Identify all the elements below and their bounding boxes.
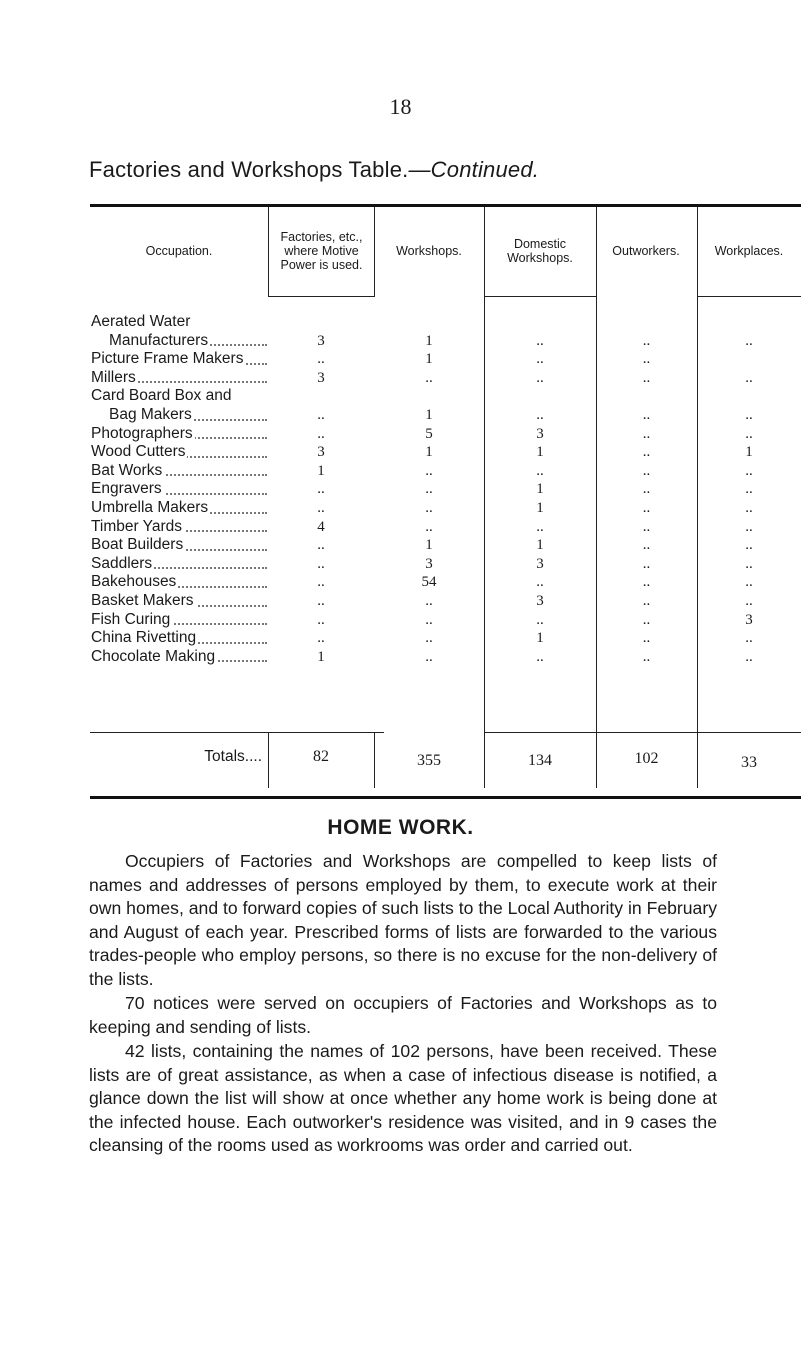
table-cell: .. bbox=[642, 630, 651, 647]
occupation-label: Basket Makers bbox=[91, 592, 194, 609]
table-cell: 3 bbox=[536, 425, 544, 442]
table-cell: 1 bbox=[425, 444, 433, 461]
occupation-label: Bat Works bbox=[91, 461, 163, 479]
table-cell: .. bbox=[317, 555, 325, 572]
table-cell: 1 bbox=[425, 351, 433, 368]
paragraph-lists-requirement: Occupiers of Factories and Workshops are compelled to keep lists of names and addresses of persons employed by them, to execute work at their own homes, and to forward copies of such lists to the Local Authority in February and August of each year. Prescribed forms of lists are forwarded to the various trades-people who employ persons, so there is no excuse for the non-delivery of the lists. bbox=[89, 851, 717, 989]
occupation-label: Umbrella Makers bbox=[91, 499, 209, 516]
table-cell: .. bbox=[317, 351, 325, 368]
occupation-label: Bag Makers bbox=[91, 406, 194, 423]
table-cell: .. bbox=[536, 462, 544, 479]
table-cell: .. bbox=[642, 444, 651, 461]
col-header-factories: Factories, etc., where Motive Power is used. bbox=[280, 230, 363, 272]
table-cell: .. bbox=[536, 648, 544, 665]
table-cell: .. bbox=[745, 500, 753, 516]
table-cell: .. bbox=[642, 611, 651, 628]
occupation-name bbox=[91, 611, 267, 630]
table-cell: .. bbox=[745, 425, 753, 442]
table-cell: .. bbox=[642, 555, 651, 572]
header-underline bbox=[268, 296, 374, 297]
table-cell: .. bbox=[745, 369, 753, 386]
occupation-label: Photographers bbox=[91, 424, 193, 442]
occupation-label: Saddlers bbox=[91, 554, 153, 572]
table-cell: .. bbox=[425, 500, 433, 516]
table-cell: .. bbox=[425, 630, 433, 647]
table-cell: .. bbox=[425, 648, 433, 665]
column-divider bbox=[268, 207, 269, 297]
occupation-name bbox=[91, 425, 267, 444]
table-cell: 3 bbox=[317, 369, 325, 386]
occupation-label: Fish Curing bbox=[91, 610, 171, 628]
occupation-name bbox=[91, 313, 267, 332]
totals-rule bbox=[484, 732, 801, 733]
totals-factories: 82 bbox=[313, 748, 329, 765]
occupation-label: Engravers bbox=[91, 480, 162, 498]
occupation-name bbox=[91, 629, 267, 648]
table-cell: .. bbox=[536, 332, 544, 349]
table-cell: .. bbox=[317, 425, 325, 442]
table-cell: .. bbox=[536, 351, 544, 368]
table-cell: .. bbox=[536, 518, 544, 535]
table-cell: .. bbox=[536, 407, 544, 423]
table-cell: .. bbox=[642, 500, 651, 516]
occupation-name bbox=[91, 648, 267, 667]
totals-rule bbox=[90, 732, 384, 733]
col-header-occupation: Occupation. bbox=[145, 244, 213, 258]
occupation-label: Card Board Box and bbox=[91, 387, 232, 405]
table-cell: .. bbox=[642, 425, 651, 442]
table-cell: .. bbox=[745, 555, 753, 572]
table-cell: 3 bbox=[425, 555, 433, 572]
table-cell: .. bbox=[425, 481, 433, 498]
table-cell: .. bbox=[317, 630, 325, 647]
table-cell: 54 bbox=[421, 574, 437, 591]
table-top-rule bbox=[90, 204, 801, 207]
table-cell: .. bbox=[317, 611, 325, 628]
occupation-label: Chocolate Making bbox=[91, 647, 216, 665]
occupation-label: Manufacturers bbox=[91, 332, 210, 349]
occupation-name bbox=[91, 518, 267, 537]
table-cell: .. bbox=[745, 462, 753, 479]
table-cell: 1 bbox=[536, 500, 544, 516]
table-cell: .. bbox=[745, 648, 753, 665]
header-underline bbox=[697, 296, 801, 297]
table-cell: .. bbox=[425, 593, 433, 609]
table-cell: .. bbox=[642, 537, 651, 554]
table-cell: .. bbox=[642, 481, 651, 498]
table-cell: .. bbox=[317, 407, 325, 423]
totals-workshops: 355 bbox=[417, 752, 441, 769]
table-title-suffix: —Continued. bbox=[408, 157, 540, 182]
occupation-label: Timber Yards bbox=[91, 517, 183, 535]
occupation-name bbox=[91, 480, 267, 499]
table-cell: .. bbox=[642, 518, 651, 535]
table-cell: 1 bbox=[745, 444, 753, 461]
table-cell: .. bbox=[425, 369, 433, 386]
body-text bbox=[89, 1040, 717, 1158]
table-cell: 1 bbox=[536, 444, 544, 461]
col-header-workplaces: Workplaces. bbox=[714, 244, 784, 258]
table-cell: .. bbox=[317, 593, 325, 609]
table-cell: .. bbox=[745, 332, 753, 349]
table-cell: 3 bbox=[536, 593, 544, 609]
table-cell: .. bbox=[642, 593, 651, 609]
table-cell: 3 bbox=[317, 332, 325, 349]
table-cell: 1 bbox=[536, 481, 544, 498]
table-cell: .. bbox=[745, 574, 753, 591]
table-title bbox=[89, 157, 539, 183]
table-cell: .. bbox=[425, 462, 433, 479]
table-cell: 1 bbox=[317, 648, 325, 665]
table-cell: .. bbox=[642, 648, 651, 665]
table-cell: .. bbox=[745, 593, 753, 609]
occupation-label: Boat Builders bbox=[91, 536, 184, 554]
table-cell: .. bbox=[317, 574, 325, 591]
table-cell: 1 bbox=[425, 537, 433, 554]
table-cell: 1 bbox=[425, 407, 433, 423]
occupation-name bbox=[91, 462, 267, 481]
occupation-name bbox=[91, 555, 267, 574]
occupation-label: Millers bbox=[91, 368, 136, 386]
table-cell: 3 bbox=[317, 444, 325, 461]
occupation-label: Aerated Water bbox=[91, 313, 191, 330]
occupation-label: Wood Cutters bbox=[91, 443, 186, 461]
table-cell: 3 bbox=[745, 611, 753, 628]
table-cell: .. bbox=[642, 407, 651, 423]
table-cell: .. bbox=[317, 500, 325, 516]
occupation-label: Bakehouses bbox=[91, 573, 177, 591]
table-cell: .. bbox=[642, 462, 651, 479]
header-underline bbox=[484, 296, 596, 297]
occupation-name bbox=[91, 573, 267, 592]
table-cell: .. bbox=[745, 518, 753, 535]
table-cell: .. bbox=[642, 332, 651, 349]
paragraph-notices: 70 notices were served on occupiers of Factories and Workshops as to keeping and sending of lists. bbox=[89, 993, 717, 1037]
table-cell: 3 bbox=[536, 555, 544, 572]
table-cell: .. bbox=[745, 630, 753, 647]
table-cell: .. bbox=[642, 369, 651, 386]
col-header-workshops: Workshops. bbox=[396, 244, 462, 258]
table-cell: 1 bbox=[536, 537, 544, 554]
table-cell: .. bbox=[745, 481, 753, 498]
table-cell: .. bbox=[317, 481, 325, 498]
occupation-name bbox=[91, 499, 267, 518]
table-cell: .. bbox=[317, 537, 325, 554]
table-title-text: Factories and Workshops Table. bbox=[89, 157, 409, 182]
totals-outworkers: 102 bbox=[634, 750, 659, 767]
page-number: 18 bbox=[389, 94, 412, 119]
occupation-name bbox=[91, 536, 267, 555]
table-cell: 4 bbox=[317, 518, 325, 535]
occupation-name bbox=[91, 387, 267, 406]
occupation-name bbox=[91, 369, 267, 388]
table-cell: .. bbox=[536, 574, 544, 591]
table-bottom-rule bbox=[90, 796, 801, 799]
table-cell: 1 bbox=[536, 630, 544, 647]
table-cell: .. bbox=[425, 518, 433, 535]
totals-domestic-workshops: 134 bbox=[528, 752, 552, 769]
table-cell: .. bbox=[745, 537, 753, 554]
column-divider bbox=[374, 207, 375, 297]
table-cell: .. bbox=[745, 407, 753, 423]
occupation-name bbox=[91, 443, 267, 462]
paragraph-lists-received: 42 lists, containing the names of 102 persons, have been received. These lists are of great assistance, as when a case of infectious disease is notified, a glance down the list will show at once whether any home work is being done at the infected house. Each outworker's residence was visited, and in 9 cases the cleansing of the rooms used as workrooms was order and carried out. bbox=[89, 1041, 717, 1156]
table-cell: .. bbox=[536, 369, 544, 386]
table-cell: .. bbox=[642, 351, 651, 368]
totals-label: Totals.... bbox=[204, 748, 262, 765]
table-cell: .. bbox=[642, 574, 651, 591]
occupation-name bbox=[91, 406, 267, 425]
table-cell: .. bbox=[536, 611, 544, 628]
occupation-name bbox=[91, 350, 267, 369]
table-cell: 5 bbox=[425, 425, 433, 442]
body-text bbox=[89, 992, 717, 1039]
table-cell: 1 bbox=[425, 332, 433, 349]
table-cell: .. bbox=[425, 611, 433, 628]
table-cell: 1 bbox=[317, 462, 325, 479]
col-header-outworkers: Outworkers. bbox=[612, 244, 680, 258]
col-header-domestic-workshops: Domestic Workshops. bbox=[507, 237, 573, 265]
occupation-label: China Rivetting bbox=[91, 629, 197, 647]
totals-workplaces: 33 bbox=[741, 754, 757, 771]
section-heading: HOME WORK. bbox=[327, 816, 474, 839]
body-text bbox=[89, 850, 717, 992]
occupation-name bbox=[91, 332, 267, 351]
occupation-label: Picture Frame Makers bbox=[91, 350, 244, 368]
occupation-name bbox=[91, 592, 267, 611]
